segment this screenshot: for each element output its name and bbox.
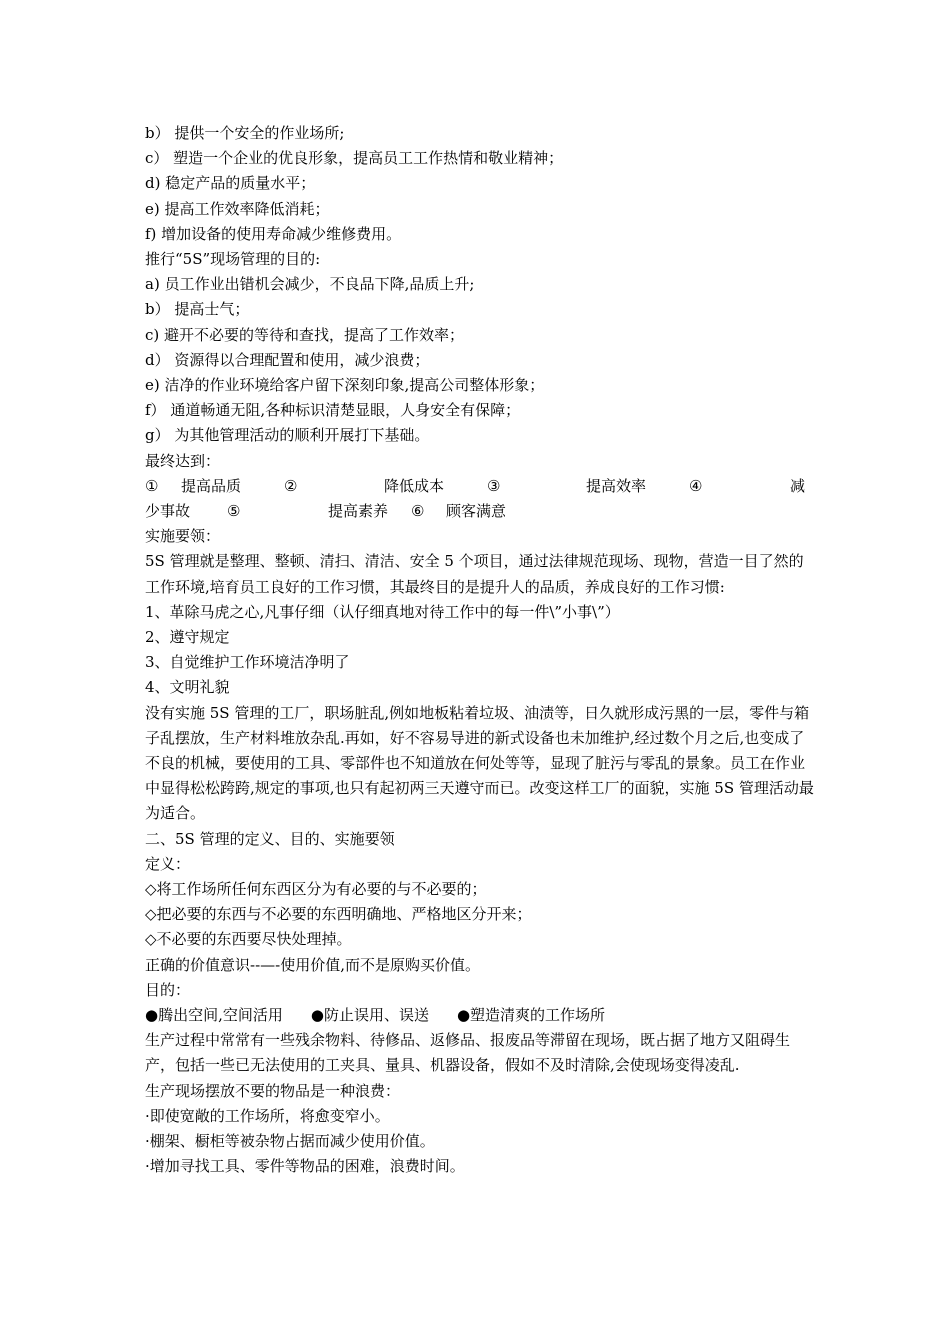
section-heading: 实施要领： [145,527,221,546]
text-line: g） 为其他管理活动的顺利开展打下基础。 [145,426,430,445]
text-line: b） 提高士气； [145,300,250,319]
bullet-item: ●腾出空间,空间活用 [145,1006,283,1025]
list-item: 2、遵守规定 [145,628,230,647]
goal-number: ① [145,476,159,495]
list-item: ◇将工作场所任何东西区分为有必要的与不必要的； [145,880,487,899]
section-heading: 二、5S 管理的定义、目的、实施要领 [145,829,395,848]
goals-row-1 [145,474,815,499]
text-line: e) 洁净的作业环境给客户留下深刻印象,提高公司整体形象； [145,376,545,395]
section-heading: 推行“5S”现场管理的目的: [145,250,321,269]
goal-label: 提高效率 [586,476,647,495]
goal-label: 降低成本 [384,476,445,495]
bullet-item: ●塑造清爽的工作场所 [456,1006,606,1025]
paragraph: 生产过程中常常有一些残余物料、待修品、返修品、报废品等滞留在现场，既占据了地方又阻碍生产，包括一些已无法使用的工夹具、量具、机器设备，假如不及时清除,会使现场变得凌乱. [145,1031,791,1075]
text-line: c） 塑造一个企业的优良形象，提高员工工作热情和敬业精神； [145,149,564,168]
paragraph: 没有实施 5S 管理的工厂，职场脏乱,例如地板粘着垃圾、油渍等，日久就形成污黑的一层，零件与箱子乱摆放，生产材料堆放杂乱.再如，好不容易导进的新式设备也未加维护,经过数个月之后,也变成了不良的机械，要使用的工具、零部件也不知道放在何处等等，显现了脏污与零乱的景象。员工在作业中显得松松跨跨,规定的事项,也只有起初两三天遵守而已。改变这样工厂的面貌，实施 5S 管理活动最为适合。 [145,703,814,823]
goal-label: 提高素养 [328,502,389,521]
text-line: 最终达到： [145,451,221,470]
goal-number: ② [284,476,298,495]
document-page [145,121,815,1180]
bullet-item: ●防止误用、误送 [310,1006,429,1025]
goal-number: ④ [689,476,703,495]
text-line: 生产现场摆放不要的物品是一种浪费： [145,1081,401,1100]
goals-row-2 [145,499,815,524]
text-line: 正确的价值意识--—-使用价值,而不是原购买价值。 [145,955,480,974]
text-line: f) 增加设备的使用寿命减少维修费用。 [145,224,402,243]
paragraph: 5S 管理就是整理、整顿、清扫、清洁、安全 5 个项目，通过法律规范现场、现物，营造一目了然的工作环境,培育员工良好的工作习惯，其最终目的是提升人的品质，养成良好的工作习惯: [145,552,804,596]
list-item: ·即使宽敞的工作场所，将愈变窄小。 [145,1106,390,1125]
goal-number: ③ [487,476,501,495]
list-item: ◇把必要的东西与不必要的东西明确地、严格地区分开来； [145,905,532,924]
text-line: 定义： [145,854,191,873]
text-line: b） 提供一个安全的作业场所; [145,124,345,142]
goal-label: 少事故 [145,502,191,521]
list-item: ·棚架、橱柜等被杂物占据而减少使用价值。 [145,1132,435,1151]
text-line: a) 员工作业出错机会减少，不良品下降,品质上升; [145,275,475,294]
text-line: 目的： [145,980,191,999]
goal-number: ⑥ [411,502,425,521]
goal-label: 提高品质 [181,476,242,495]
purpose-bullets [145,1003,815,1028]
text-line: c) 避开不必要的等待和查找，提高了工作效率； [145,325,465,344]
list-item: ·增加寻找工具、零件等物品的困难，浪费时间。 [145,1157,465,1176]
list-item: 4、文明礼貌 [145,678,230,697]
list-item: ◇不必要的东西要尽快处理掉。 [145,930,352,949]
list-item: 3、自觉维护工作环境洁净明了 [145,653,350,672]
text-line: d） 资源得以合理配置和使用，减少浪费； [145,350,430,369]
text-line: d) 稳定产品的质量水平； [145,174,316,193]
text-line: f） 通道畅通无阻,各种标识清楚显眼，人身安全有保障； [145,401,521,420]
goal-label: 减 [790,476,806,495]
goal-label: 顾客满意 [446,502,507,521]
goal-number: ⑤ [227,502,241,521]
text-line: e) 提高工作效率降低消耗； [145,199,330,218]
list-item: 1、革除马虎之心,凡事仔细（认仔细真地对待工作中的每一件\”小事\”） [145,602,620,621]
